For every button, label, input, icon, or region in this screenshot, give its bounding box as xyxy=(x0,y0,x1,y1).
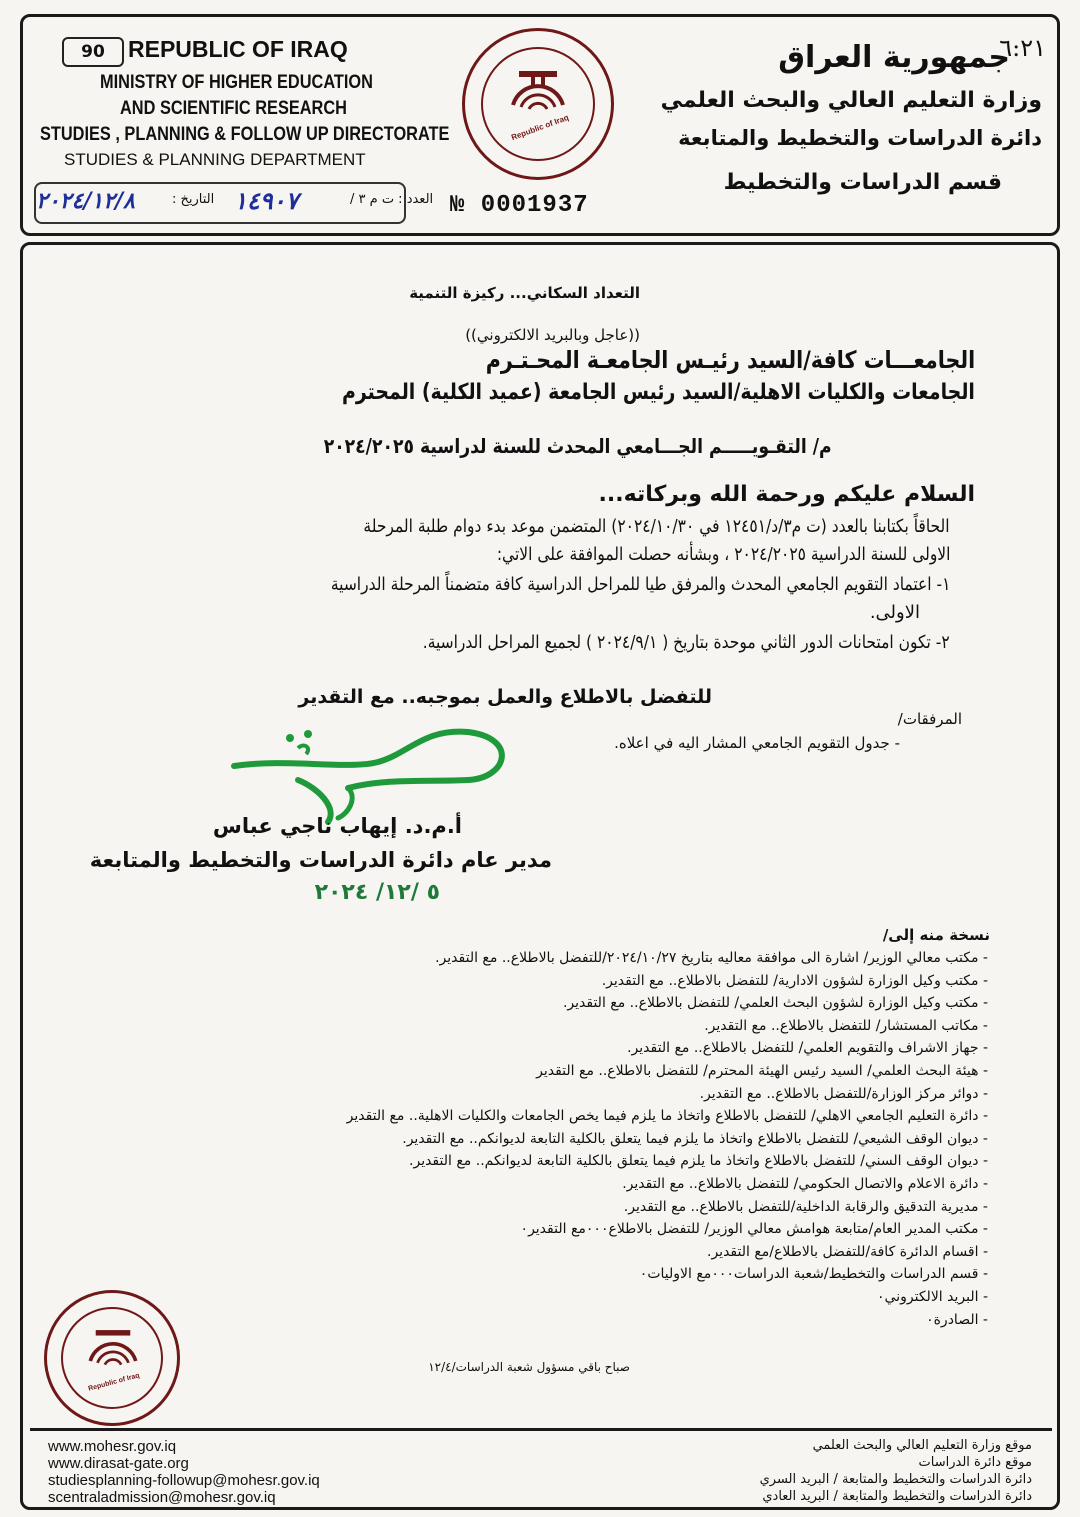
body-frame xyxy=(20,242,1060,1510)
copy-recipient-item: - ديوان الوقف الشيعي/ للتفضل بالاطلاع واتخاذ ما يلزم فيما يتعلق بالكلية التابعة لديوانكم.. مع التقدير. xyxy=(402,1130,988,1147)
paragraph-line-2: الاولى للسنة الدراسية ٢٠٢٤/٢٠٢٥ ، وبشأنه حصلت الموافقة على الاتي: xyxy=(496,544,950,565)
copy-recipient-item: - هيئة البحث العلمي/ السيد رئيس الهيئة المحترم/ للتفضل بالاطلاع.. مع التقدير xyxy=(536,1063,988,1079)
copies-title: نسخة منه إلى/ xyxy=(882,926,990,944)
bottom-seal-emblem-icon xyxy=(83,1321,143,1381)
copy-recipient-item: - دائرة الاعلام والاتصال الحكومي/ للتفضل بالاطلاع.. مع التقدير. xyxy=(622,1176,988,1192)
copy-recipient-item: - مكاتب المستشار/ للتفضل بالاطلاع.. مع التقدير. xyxy=(704,1017,988,1034)
reference-number-value: ١٤٩٠٧ xyxy=(234,186,299,215)
department-name-ar: قسم الدراسات والتخطيط xyxy=(723,170,1002,195)
country-name-en: REPUBLIC OF IRAQ xyxy=(128,36,348,62)
copy-recipient-item: - دائرة التعليم الجامعي الاهلي/ للتفضل بالاطلاع واتخاذ ما يلزم فيما يخص الجامعات والكليات الاهلية.. مع التقدير xyxy=(346,1108,988,1125)
urgent-note: ((عاجل وبالبريد الالكتروني)) xyxy=(465,326,640,344)
copy-recipient-item: - مكتب معالي الوزير/ اشارة الى موافقة معاليه بتاريخ ٢٠٢٤/١٠/٢٧/للتفضل بالاطلاع.. مع التقدير. xyxy=(435,950,988,966)
footer-label: دائرة الدراسات والتخطيط والمتابعة / البريد العادي xyxy=(762,1489,1032,1504)
copy-recipient-item: - دوائر مركز الوزارة/للتفضل بالاطلاع.. مع التقدير. xyxy=(699,1085,988,1102)
footer-link[interactable]: www.mohesr.gov.iq xyxy=(48,1438,177,1455)
copy-recipient-item: - مكتب المدير العام/متابعة هوامش معالي الوزير/ للتفضل بالاطلاع٠٠٠مع التقدير٠ xyxy=(520,1221,988,1238)
footer-link[interactable]: scentraladmission@mohesr.gov.iq xyxy=(48,1489,276,1506)
directorate-name-en: STUDIES , PLANNING & FOLLOW UP DIRECTORATE xyxy=(40,124,450,145)
slogan: التعداد السكاني... ركيزة التنمية xyxy=(409,284,640,302)
list-item-1-line-1: ١- اعتماد التقويم الجامعي المحدث والمرفق طيا للمراحل الدراسية كافة متضمناً المرحلة الدراسية xyxy=(330,574,950,595)
copy-recipient-item: - مديرية التدقيق والرقابة الداخلية/للتفضل بالاطلاع.. مع التقدير. xyxy=(623,1198,988,1215)
bottom-seal-logo xyxy=(44,1290,180,1426)
ministry-name-en-line1: MINISTRY OF HIGHER EDUCATION xyxy=(100,72,373,93)
copy-recipient-item: - مكتب وكيل الوزارة لشؤون الادارية/ للتفضل بالاطلاع.. مع التقدير. xyxy=(601,972,988,989)
reference-number-label: العدد : ت م ٣ / xyxy=(350,192,434,207)
copy-recipient-item: - ديوان الوقف السني/ للتفضل بالاطلاع واتخاذ ما يلزم فيما يتعلق بالكلية التابعة لديوانكم.. مع التقدير. xyxy=(409,1153,988,1170)
list-item-1-line-2: الاولى. xyxy=(869,602,920,623)
attachment-item: - جدول التقويم الجامعي المشار اليه في اعلاه. xyxy=(614,734,900,752)
signature-scribble xyxy=(228,718,518,828)
ministry-name-en-line2: AND SCIENTIFIC RESEARCH xyxy=(120,98,347,119)
copy-recipient-item: - البريد الالكتروني٠ xyxy=(877,1289,988,1305)
bottom-seal-caption: Republic of Iraq xyxy=(87,1372,141,1393)
list-item-2: ٢- تكون امتحانات الدور الثاني موحدة بتاريخ ( ٢٠٢٤/٩/١ ) لجميع المراحل الدراسية. xyxy=(423,632,950,653)
directorate-name-ar: دائرة الدراسات والتخطيط والمتابعة xyxy=(678,126,1042,150)
letter-subject: م/ التقـويـــــم الجـــامعي المحدث للسنة لدراسية ٢٠٢٤/٢٠٢٥ xyxy=(324,434,832,458)
prepared-by-note: صباح باقي مسؤول شعبة الدراسات/١٢/٤ xyxy=(428,1360,630,1374)
footer-link[interactable]: studiesplanning-followup@mohesr.gov.iq xyxy=(48,1472,320,1489)
footer-label: موقع وزارة التعليم العالي والبحث العلمي xyxy=(812,1438,1032,1453)
ministry-name-ar: وزارة التعليم العالي والبحث العلمي xyxy=(660,88,1042,113)
copy-recipient-item: - مكتب وكيل الوزارة لشؤون البحث العلمي/ للتفضل بالاطلاع.. مع التقدير. xyxy=(562,995,988,1012)
attachments-label: المرفقات/ xyxy=(897,710,962,728)
document-number: № 0001937 xyxy=(450,192,589,219)
signatory-title: مدير عام دائرة الدراسات والتخطيط والمتابعة xyxy=(89,848,552,872)
addressee-line-1: الجامعـــات كافة/السيد رئيـس الجامعـة المحـتـرم xyxy=(485,346,975,374)
footer-label: دائرة الدراسات والتخطيط والمتابعة / البريد السري xyxy=(759,1472,1032,1487)
footer-link[interactable]: www.dirasat-gate.org xyxy=(48,1455,189,1472)
copy-recipient-item: - الصادرة٠ xyxy=(926,1311,988,1328)
addressee-line-2: الجامعات والكليات الاهلية/السيد رئيس الجامعة (عميد الكلية) المحترم xyxy=(342,380,975,405)
ministry-seal-logo xyxy=(462,28,614,180)
reference-date-value: ٢٠٢٤/١٢/٨ xyxy=(36,188,135,214)
closing-line: للتفضل بالاطلاع والعمل بموجبه.. مع التقدير xyxy=(298,686,712,708)
signatory-name: أ.م.د. إيهاب ناجي عباس xyxy=(212,814,462,838)
page-number-badge: 90 xyxy=(62,37,124,67)
signature-date: ٥ /١٢/ ٢٠٢٤ xyxy=(314,880,440,905)
department-name-en: STUDIES & PLANNING DEPARTMENT xyxy=(64,150,366,169)
paragraph-line-1: الحاقاً بكتابنا بالعدد (ت م٣/د/١٢٤٥١ في ٢٠٢٤/١٠/٣٠) المتضمن موعد بدء دوام طلبة المرحلة xyxy=(363,516,950,537)
copy-recipient-item: - جهاز الاشراف والتقويم العلمي/ للتفضل بالاطلاع.. مع التقدير. xyxy=(627,1040,988,1057)
handwritten-time: ٦:٢١ xyxy=(999,34,1046,62)
copy-recipient-item: - اقسام الدائرة كافة/للتفضل بالاطلاع/مع التقدير. xyxy=(707,1243,988,1260)
footer-label: موقع دائرة الدراسات xyxy=(918,1455,1032,1470)
reference-date-label: التاريخ : xyxy=(172,192,215,207)
greeting: السلام عليكم ورحمة الله وبركاته... xyxy=(598,482,975,507)
copy-recipient-item: - قسم الدراسات والتخطيط/شعبة الدراسات٠٠٠مع الاوليات٠ xyxy=(639,1266,988,1283)
seal-caption: Republic of Iraq xyxy=(510,112,570,143)
country-name-ar: جمهورية العراق xyxy=(778,40,1010,75)
footer-divider xyxy=(30,1428,1052,1431)
